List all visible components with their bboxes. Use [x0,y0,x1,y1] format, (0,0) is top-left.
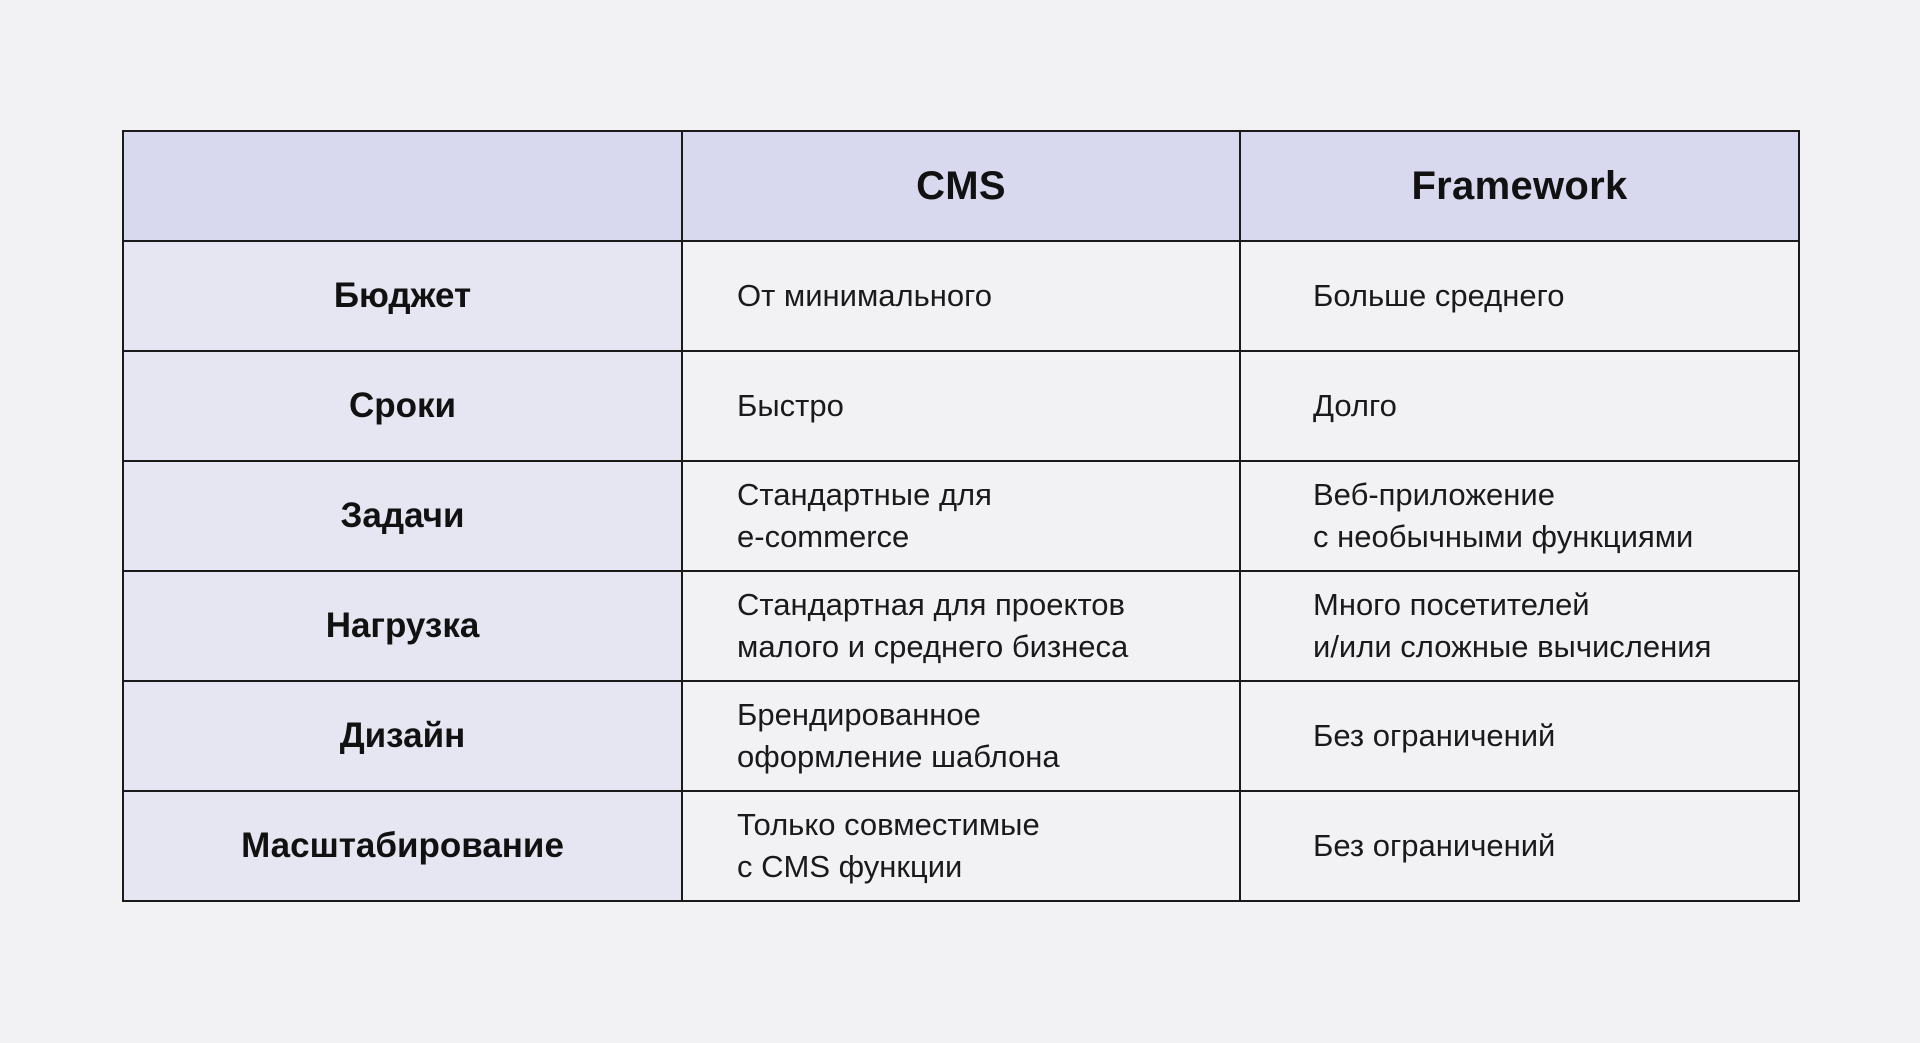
header-cms: CMS [682,131,1240,241]
cell-cms-timing [682,351,1240,461]
cell-text-line: Больше среднего [1313,278,1565,313]
cell-text-line: Стандартная для проектов [737,587,1125,622]
header-framework: Framework [1240,131,1799,241]
comparison-table-container [122,130,1798,902]
cell-cms-tasks [682,461,1240,571]
cell-cms-budget [682,241,1240,351]
cell-framework-design [1240,681,1799,791]
row-label-scaling: Масштабирование [123,791,682,901]
table-row [123,791,1799,901]
cell-text-line: Веб-приложение [1313,477,1555,512]
cell-framework-timing [1240,351,1799,461]
row-label-budget: Бюджет [123,241,682,351]
table-row [123,241,1799,351]
row-label-timing: Сроки [123,351,682,461]
cell-text-line: оформление шаблона [737,739,1060,774]
cell-framework-budget [1240,241,1799,351]
cell-cms-design [682,681,1240,791]
table-row [123,351,1799,461]
header-empty-cell [123,131,682,241]
cell-framework-load [1240,571,1799,681]
cell-framework-tasks [1240,461,1799,571]
row-label-tasks: Задачи [123,461,682,571]
table-header-row [123,131,1799,241]
table-row [123,681,1799,791]
cell-text-line: Много посетителей [1313,587,1590,622]
cell-text-line: Быстро [737,388,844,423]
cell-text-line: малого и среднего бизнеса [737,629,1129,664]
comparison-table [122,130,1800,902]
cell-text-line: Долго [1313,388,1397,423]
table-row [123,461,1799,571]
cell-text-line: Без ограничений [1313,718,1556,753]
cell-text-line: Только совместимые [737,807,1040,842]
cell-cms-scaling [682,791,1240,901]
row-label-design: Дизайн [123,681,682,791]
cell-text-line: Брендированное [737,697,981,732]
cell-cms-load [682,571,1240,681]
cell-text-line: Без ограничений [1313,828,1556,863]
cell-text-line: с CMS функции [737,849,963,884]
cell-text-line: Стандартные для [737,477,992,512]
row-label-load: Нагрузка [123,571,682,681]
cell-text-line: и/или сложные вычисления [1313,629,1712,664]
cell-text-line: От минимального [737,278,993,313]
cell-framework-scaling [1240,791,1799,901]
table-row [123,571,1799,681]
cell-text-line: e-commerce [737,519,910,554]
cell-text-line: с необычными функциями [1313,519,1694,554]
